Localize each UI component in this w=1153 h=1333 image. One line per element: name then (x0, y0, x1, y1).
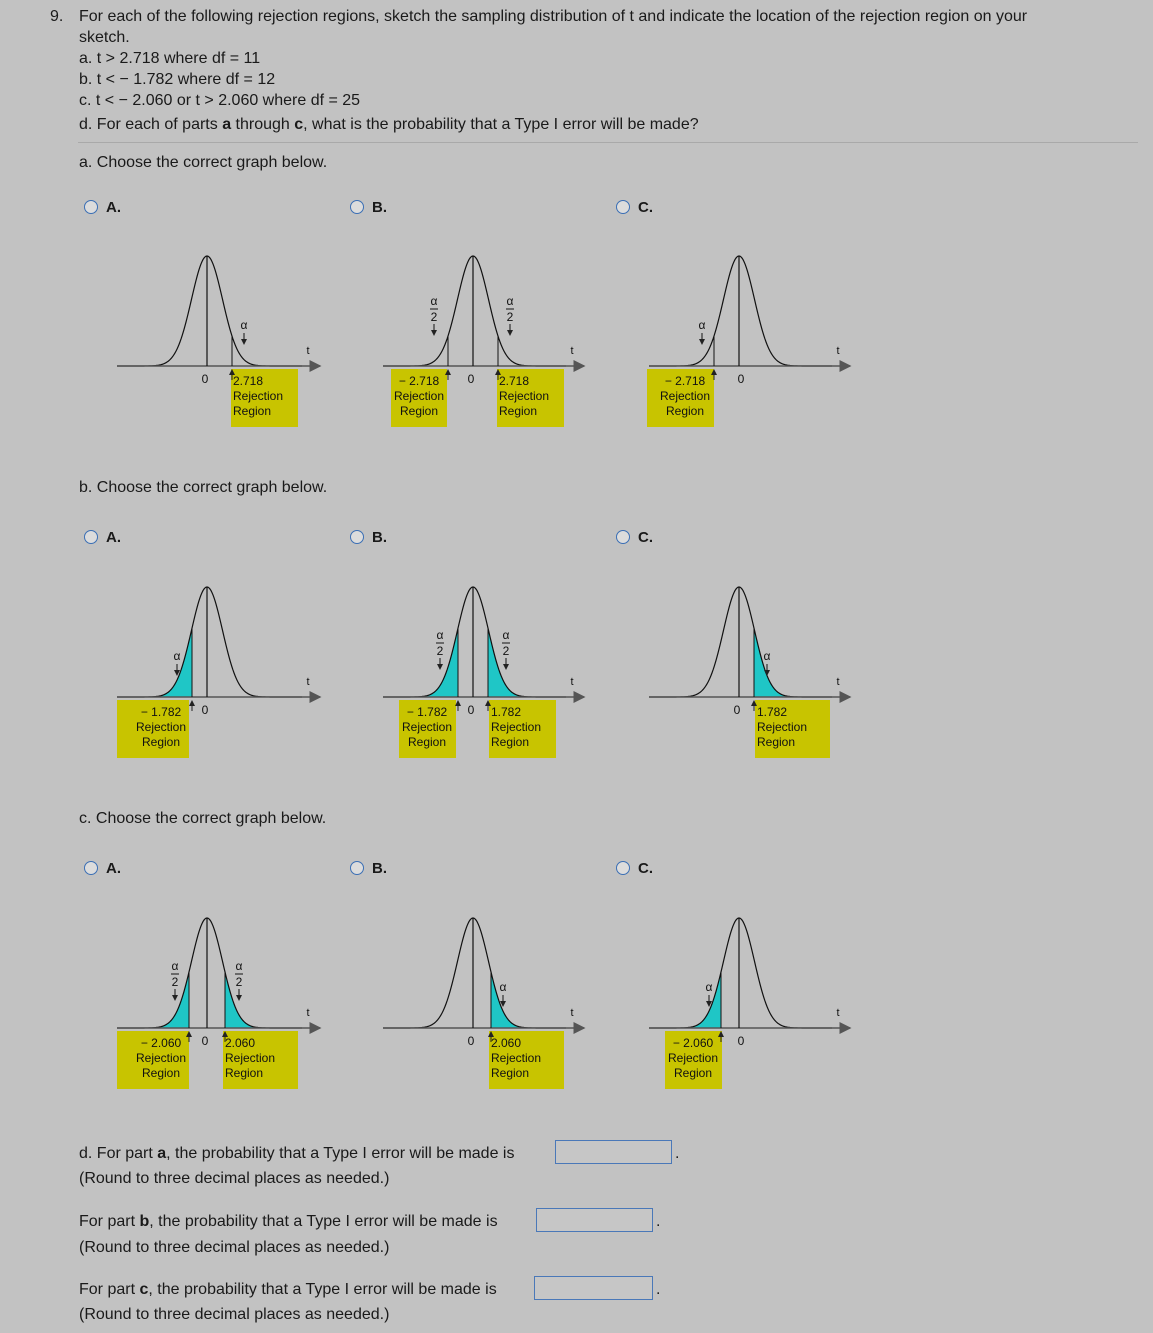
graph-a-option-b-axis-label: t (570, 345, 574, 357)
graph-b-option-c-tail-0 (754, 628, 799, 697)
graph-a-option-b-alpha-den-0: 2 (430, 310, 438, 324)
graph-b-option-a-label-1: − 1.782 (140, 705, 182, 719)
graph-a-option-c-alpha-0 (699, 318, 706, 344)
option-label-b-c: C. (638, 529, 653, 546)
graph-b-option-b-tail-0 (412, 628, 458, 697)
graph-c-option-b-label-1: 2.060 (491, 1036, 522, 1050)
graph-a-option-b-alpha-den-1: 2 (506, 310, 514, 324)
graph-c-option-c-curve (649, 918, 832, 1028)
part-d-a-post: , the probability that a Type I error will be made is (166, 1145, 515, 1162)
graph-b-option-b-label-5: Rejection (491, 720, 542, 734)
graph-a-option-b-label-3: Region (399, 404, 439, 418)
part-d-a-question (79, 1143, 514, 1164)
part-d-c-pre: For part (79, 1281, 140, 1298)
graph-a-option-a-label-3: Region (233, 404, 272, 418)
graph-a-option-b-label-2: Rejection (393, 389, 445, 403)
graph-c-option-a-alpha-den-0: 2 (171, 975, 179, 989)
section-b-prompt: b. Choose the correct graph below. (79, 479, 328, 496)
option-label-c-b: B. (372, 860, 387, 877)
graph-b-option-b-label-6: Region (491, 735, 530, 749)
part-d-c-question (79, 1279, 497, 1300)
graph-b-option-c-label-3: Region (757, 735, 796, 749)
graph-b-option-b-alpha-1 (502, 628, 510, 669)
graph-c-option-a-label-1: − 2.060 (140, 1036, 182, 1050)
graph-c-option-a-label-5: Rejection (225, 1051, 276, 1065)
option-label-a-a: A. (106, 199, 121, 216)
graph-c-option-a-label-3: Region (141, 1066, 181, 1080)
option-label-a-b: B. (372, 199, 387, 216)
graph-c-option-a-tail-0 (150, 972, 189, 1028)
part-d-mid: through (231, 116, 295, 133)
graph-c-option-c-label-0: 0 (737, 1034, 745, 1048)
part-d-b-letter: b (139, 1213, 150, 1230)
graph-b-option-a-label-0: 0 (201, 703, 209, 717)
graph-c-option-a-alpha-0 (171, 959, 179, 1000)
graph-b-option-b-label-4: 1.782 (491, 705, 522, 719)
part-c-round-note: (Round to three decimal places as needed.) (79, 1306, 390, 1323)
part-a-text: a. t > 2.718 where df = 11 (79, 50, 261, 67)
graph-b-option-b-alpha-sym-1: α (502, 628, 510, 642)
option-label-c-a: A. (106, 860, 121, 877)
graph-b-option-b-alpha-0 (436, 628, 444, 669)
part-b-period: . (656, 1213, 661, 1230)
graph-c-option-a-alpha-1 (235, 959, 243, 1000)
graph-c-option-a-label-4: 2.060 (225, 1036, 256, 1050)
graph-c-option-b-label-3: Region (491, 1066, 530, 1080)
graph-a-option-a-axis-label: t (306, 345, 310, 357)
graph-a-option-b-label-4: 2.718 (499, 374, 530, 388)
graph-a-option-c-label-2: Rejection (659, 389, 711, 403)
part-a-round-note: (Round to three decimal places as needed.) (79, 1170, 390, 1187)
graph-b-option-a-alpha-sym-0: α (173, 649, 181, 663)
graph-c-option-c-axis-label: t (836, 1007, 840, 1019)
graph-a-option-c-label-0: 0 (737, 372, 745, 386)
graph-a-option-b-alpha-1 (506, 294, 514, 335)
graph-c-option-c (649, 918, 850, 1089)
option-label-c-c: C. (638, 860, 653, 877)
graph-c-option-c-alpha-0 (706, 980, 713, 1006)
graph-b-option-a-axis-label: t (306, 676, 310, 688)
part-c-period: . (656, 1281, 661, 1298)
part-d-b-question (79, 1211, 498, 1232)
graph-b-option-c-curve (649, 587, 832, 697)
part-d-a: a (222, 116, 232, 133)
graph-b-option-c (649, 587, 850, 758)
question-text-line1: For each of the following rejection regions, sketch the sampling distribution of t and indicate the location of the rejection region on your (79, 8, 1028, 25)
graph-c-option-a-label-0: 0 (201, 1034, 209, 1048)
section-c-prompt: c. Choose the correct graph below. (79, 810, 327, 827)
graph-c-option-b-axis-label: t (570, 1007, 574, 1019)
graph-b-option-a-curve (117, 587, 302, 697)
graph-c-option-c-label-2: Rejection (667, 1051, 719, 1065)
part-c-answer-input[interactable] (534, 1276, 653, 1300)
graph-a-option-b-label-6: Region (499, 404, 538, 418)
graph-b-option-c-label-1: 1.782 (757, 705, 788, 719)
graph-c-option-a-curve (117, 918, 302, 1028)
graph-b-option-c-axis-label: t (836, 676, 840, 688)
part-d-post: , what is the probability that a Type I error will be made? (303, 116, 699, 133)
graph-a-option-c-label-3: Region (665, 404, 705, 418)
graph-a-option-c (647, 256, 850, 427)
graph-b-option-b-alpha-den-0: 2 (436, 644, 444, 658)
option-label-a-c: C. (638, 199, 653, 216)
part-d-c-letter: c (139, 1281, 149, 1298)
question-number: 9. (50, 8, 64, 25)
graph-b-option-c-alpha-sym-0: α (763, 649, 771, 663)
graph-a-option-b-alpha-0 (430, 294, 438, 335)
graph-a-option-b-label-0: 0 (467, 372, 475, 386)
graph-a-option-a-label-0: 0 (201, 372, 209, 386)
part-d-b-pre: For part (79, 1213, 140, 1230)
part-d-pre: d. For each of parts (79, 116, 223, 133)
part-d-c: c (294, 116, 304, 133)
part-b-round-note: (Round to three decimal places as needed.) (79, 1239, 390, 1256)
graph-c-option-b-label-0: 0 (467, 1034, 475, 1048)
graph-a-option-b-label-5: Rejection (499, 389, 550, 403)
graph-a-option-c-label-1: − 2.718 (664, 374, 706, 388)
graph-c-option-b (383, 918, 584, 1089)
part-b-text: b. t < − 1.782 where df = 12 (79, 71, 276, 88)
graph-a-option-a-curve (117, 256, 302, 366)
question-text-line2: sketch. (79, 29, 130, 46)
graph-a-option-a-label-1: 2.718 (233, 374, 264, 388)
graph-b-option-b-label-0: 0 (467, 703, 475, 717)
graph-c-option-a-alpha-sym-0: α (171, 959, 179, 973)
graph-c-option-b-label-2: Rejection (491, 1051, 542, 1065)
option-label-b-b: B. (372, 529, 387, 546)
graph-b-option-b-label-3: Region (407, 735, 447, 749)
graph-b-option-c-label-2: Rejection (757, 720, 808, 734)
graph-b-option-b-alpha-sym-0: α (436, 628, 444, 642)
graph-b-option-a-alpha-0 (174, 649, 181, 675)
graph-c-option-b-alpha-sym-0: α (499, 980, 507, 994)
graph-a-option-c-curve (649, 256, 832, 366)
graph-c-option-a (117, 918, 320, 1089)
graph-b-option-c-label-0: 0 (733, 703, 741, 717)
graph-c-option-a-label-6: Region (225, 1066, 264, 1080)
graph-b-option-a-tail-0 (150, 628, 192, 697)
graph-c-option-a-label-2: Rejection (135, 1051, 187, 1065)
graph-a-option-a-alpha-sym-0: α (240, 318, 248, 332)
graph-b-option-b-alpha-den-1: 2 (502, 644, 510, 658)
part-b-answer-input[interactable] (536, 1208, 653, 1232)
graph-b-option-b-tail-1 (488, 628, 531, 697)
graph-a-option-b-alpha-sym-0: α (430, 294, 438, 308)
graph-c-option-b-alpha-0 (500, 980, 507, 1006)
part-c-text: c. t < − 2.060 or t > 2.060 where df = 25 (79, 92, 361, 109)
graph-b-option-a-label-3: Region (141, 735, 181, 749)
part-a-period: . (675, 1145, 680, 1162)
graph-a-option-b-curve (383, 256, 566, 366)
graph-c-option-b-curve (383, 918, 566, 1028)
part-d-c-post: , the probability that a Type I error will be made is (148, 1281, 497, 1298)
graph-b-option-a (117, 587, 320, 758)
graph-c-option-a-alpha-sym-1: α (235, 959, 243, 973)
graph-a-option-c-axis-label: t (836, 345, 840, 357)
graph-b-option-b-curve (383, 587, 566, 697)
section-a-prompt: a. Choose the correct graph below. (79, 154, 328, 171)
graph-c-option-a-axis-label: t (306, 1007, 310, 1019)
graph-a-option-b-label-1: − 2.718 (398, 374, 440, 388)
graph-c-option-c-alpha-sym-0: α (705, 980, 713, 994)
graph-b-option-a-label-2: Rejection (135, 720, 187, 734)
graph-b-option-b-axis-label: t (570, 676, 574, 688)
graph-a-option-a (117, 256, 320, 427)
graph-a-option-c-alpha-sym-0: α (698, 318, 706, 332)
graph-a-option-b (383, 256, 584, 427)
graph-a-option-a-label-2: Rejection (233, 389, 284, 403)
graph-c-option-c-tail-0 (682, 972, 721, 1028)
graph-c-option-c-label-3: Region (673, 1066, 713, 1080)
graph-c-option-c-label-1: − 2.060 (672, 1036, 714, 1050)
graph-a-option-a-alpha-0 (241, 318, 248, 344)
part-d-a-letter: a (157, 1145, 167, 1162)
part-d-a-pre: d. For part (79, 1145, 158, 1162)
part-a-answer-input[interactable] (555, 1140, 672, 1164)
graph-b-option-b-label-2: Rejection (401, 720, 453, 734)
graph-c-option-a-alpha-den-1: 2 (235, 975, 243, 989)
graph-c-option-b-tail-0 (491, 972, 533, 1028)
graph-b-option-b-label-1: − 1.782 (406, 705, 448, 719)
option-label-b-a: A. (106, 529, 121, 546)
graph-b-option-b (383, 587, 584, 758)
graph-c-option-a-tail-1 (225, 972, 265, 1028)
part-d-b-post: , the probability that a Type I error will be made is (149, 1213, 498, 1230)
graph-a-option-b-alpha-sym-1: α (506, 294, 514, 308)
